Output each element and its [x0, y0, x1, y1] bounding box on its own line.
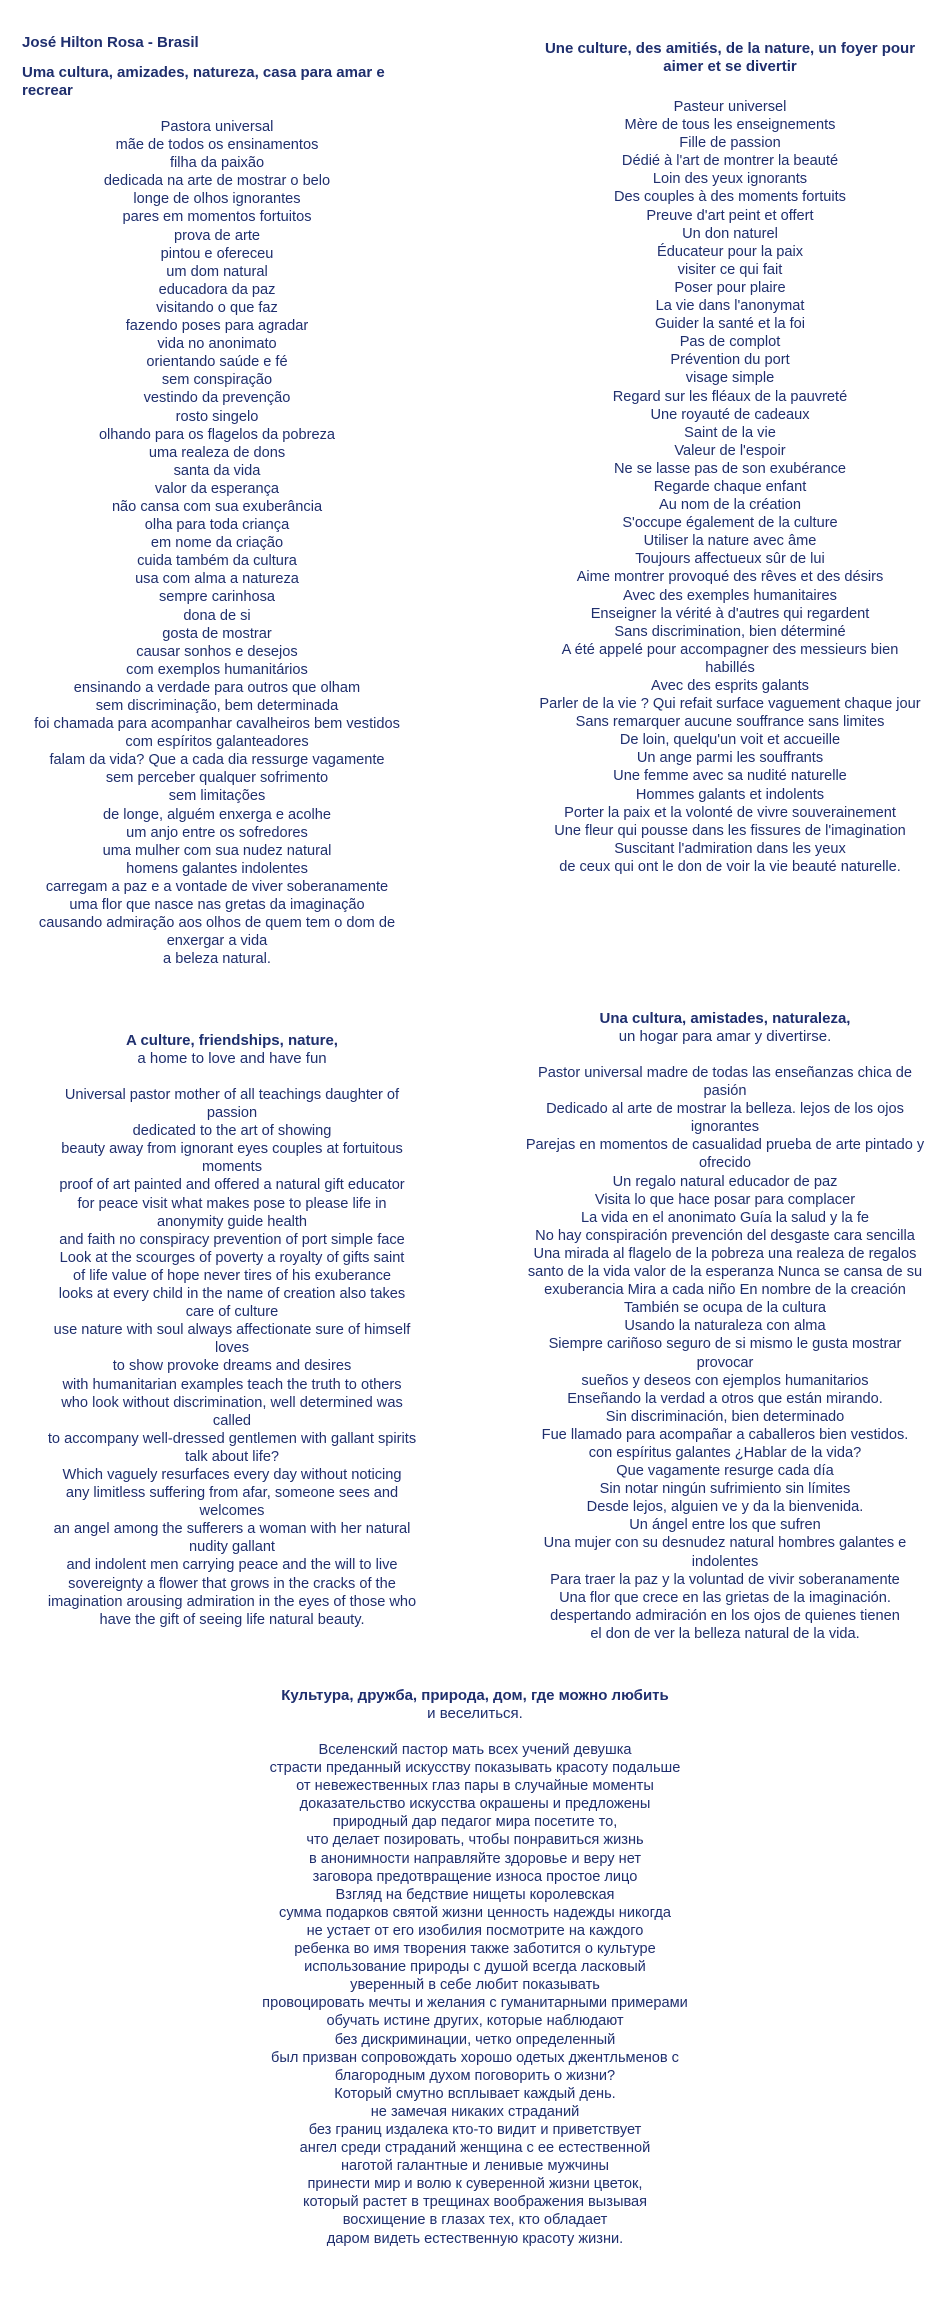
poem-line: También se ocupa de la cultura: [623, 1300, 826, 1317]
poem-line: Parler de la vie ? Qui refait surface vaguement chaque jour: [539, 696, 921, 713]
poem-line: был призван сопровождать хорошо одетых джентльменов с: [271, 2049, 679, 2066]
poem-line: Usando la naturaleza con alma: [624, 1318, 826, 1335]
poem-line: Para traer la paz y la voluntad de vivir soberanamente: [550, 1571, 900, 1588]
poem-line: сумма подарков святой жизни ценность надежды никогда: [279, 1904, 671, 1921]
poem-line: Une royauté de cadeaux: [650, 406, 810, 423]
poem-line: заговора предотвращение износа простое лицо: [312, 1868, 638, 1885]
poem-line: Utiliser la nature avec âme: [643, 533, 817, 550]
poem-line: proof of art painted and offered a natural gift educator: [59, 1177, 405, 1194]
poem-en-subtitle: a home to love and have fun: [137, 1050, 327, 1067]
poem-line: что делает позировать, чтобы понравиться жизнь: [306, 1832, 644, 1849]
poem-line: Взгляд на бедствие нищеты королевская: [335, 1886, 615, 1903]
poem-line: mãe de todos os ensinamentos: [115, 137, 319, 154]
poem-line: доказательство искусства окрашены и предложены: [299, 1796, 651, 1813]
poem-line: Visita lo que hace posar para complacer: [594, 1191, 856, 1208]
poem-es-lines: [510, 1064, 940, 1643]
poem-line: Regard sur les fléaux de la pauvreté: [612, 388, 848, 405]
poem-line: sovereignty a flower that grows in the cracks of the: [68, 1575, 396, 1592]
poem-line: em nome da criação: [150, 535, 284, 552]
poem-line: visiter ce qui fait: [677, 261, 783, 278]
poem-line: moments: [201, 1159, 262, 1176]
poem-line: não cansa com sua exuberância: [111, 498, 323, 515]
poem-line: orientando saúde e fé: [146, 354, 288, 371]
poem-line: Fille de passion: [679, 135, 781, 152]
poem-line: uma realeza de dons: [148, 444, 286, 461]
poem-line: Pasteur universel: [673, 99, 787, 115]
poem-line: Dédié à l'art de montrer la beauté: [621, 153, 839, 170]
poem-line: в анонимности направляйте здоровье и веру нет: [308, 1850, 642, 1867]
poem-line: visage simple: [685, 370, 775, 387]
poem-line: La vida en el anonimato Guía la salud y la fe: [580, 1209, 869, 1226]
poem-portuguese: [22, 34, 412, 968]
poem-line: уверенный в себе любит показывать: [350, 1977, 600, 1994]
poem-line: Sans remarquer aucune souffrance sans limites: [575, 714, 885, 731]
poem-en-lines: [22, 1086, 442, 1629]
poem-line: Pastor universal madre de todas las enseñanzas chica de: [538, 1065, 912, 1081]
poem-line: um dom natural: [166, 263, 268, 280]
poem-line: Un regalo natural educador de paz: [612, 1173, 838, 1190]
poem-line: Parejas en momentos de casualidad prueba de arte pintado y: [525, 1137, 925, 1154]
poem-line: использование природы с душой всегда ласковый: [304, 1959, 646, 1976]
poem-line: La vie dans l'anonymat: [655, 298, 805, 315]
poem-line: santa da vida: [173, 462, 261, 479]
poem-line: Fue llamado para acompañar a caballeros bien vestidos.: [541, 1426, 909, 1443]
poem-french: [520, 40, 940, 876]
poem-line: who look without discrimination, well determined was: [61, 1394, 403, 1411]
poem-line: sueños y deseos con ejemplos humanitarios: [581, 1372, 869, 1389]
poem-es-title: Una cultura, amistades, naturaleza,: [599, 1010, 851, 1027]
poem-line: dedicada na arte de mostrar o belo: [103, 173, 331, 190]
poem-line: use nature with soul always affectionate sure of himself: [53, 1322, 411, 1339]
poem-line: passion: [206, 1105, 258, 1122]
poem-line: visitando o que faz: [156, 299, 278, 316]
poem-line: ignorantes: [690, 1119, 760, 1136]
poem-line: con espíritus galantes ¿Hablar de la vida?: [588, 1444, 862, 1461]
poem-line: gosta de mostrar: [162, 625, 272, 642]
poem-line: De loin, quelqu'un voit et accueille: [619, 732, 841, 749]
poem-line: S'occupe également de la culture: [622, 515, 838, 532]
poem-line: Des couples à des moments fortuits: [614, 189, 846, 206]
poem-line: восхищение в глазах тех, кто обладает: [342, 2212, 608, 2229]
poem-line: Toujours affectueux sûr de lui: [635, 551, 825, 568]
poem-line: Una flor que crece en las grietas de la imaginación.: [559, 1589, 891, 1606]
poem-line: Ne se lasse pas de son exubérance: [613, 460, 847, 477]
poem-ru-title: Культура, дружба, природа, дом, где можно любить: [281, 1687, 669, 1704]
poem-fr-title-line2: aimer et se divertir: [663, 58, 797, 75]
poem-line: Regarde chaque enfant: [653, 478, 807, 495]
poem-line: Que vagamente resurge cada día: [616, 1463, 834, 1480]
poem-line: uma mulher com sua nudez natural: [102, 842, 332, 859]
poem-line: A été appelé pour accompagner des messieurs bien: [561, 641, 899, 658]
poem-line: Sans discrimination, bien déterminé: [614, 623, 846, 640]
poem-line: de ceux qui ont le don de voir la vie beauté naturelle.: [559, 858, 901, 875]
poem-line: Valeur de l'espoir: [674, 442, 786, 459]
poem-line: Loin des yeux ignorants: [652, 171, 808, 188]
poem-line: nudity gallant: [188, 1539, 275, 1556]
poem-line: for peace visit what makes pose to please life in: [77, 1195, 387, 1212]
poem-line: ангел среди страданий женщина с ее естественной: [299, 2140, 651, 2157]
poem-line: Porter la paix et la volonté de vivre souverainement: [564, 804, 896, 821]
poem-line: pares em momentos fortuitos: [122, 209, 312, 226]
poem-line: Preuve d'art peint et offert: [646, 207, 814, 224]
poem-english: [22, 1032, 442, 1629]
poem-line: a beleza natural.: [163, 951, 271, 968]
poem-line: Avec des exemples humanitaires: [623, 587, 837, 604]
poem-spanish: [510, 1010, 940, 1643]
poem-line: called: [212, 1412, 252, 1429]
poem-line: uma flor que nasce nas gretas da imaginação: [69, 897, 365, 914]
poem-line: Which vaguely resurfaces every day without noticing: [62, 1466, 402, 1483]
poem-line: Aime montrer provoqué des rêves et des désirs: [576, 569, 884, 586]
poem-line: sem discriminação, bem determinada: [95, 698, 339, 714]
poem-line: imagination arousing admiration in the eyes of those who: [47, 1593, 417, 1610]
poem-line: fazendo poses para agradar: [125, 318, 309, 335]
poem-line: Una mirada al flagelo de la pobreza una realeza de regalos: [533, 1245, 917, 1262]
poem-line: falam da vida? Que a cada dia ressurge vagamente: [49, 752, 385, 769]
poem-line: провоцировать мечты и желания с гуманитарными примерами: [262, 1995, 688, 2012]
poem-line: care of culture: [185, 1304, 279, 1321]
poem-line: looks at every child in the name of creation also takes: [58, 1286, 406, 1303]
poem-fr-lines: [520, 98, 940, 876]
poem-line: with humanitarian examples teach the truth to others: [62, 1376, 402, 1393]
poem-line: to accompany well-dressed gentlemen with gallant spirits: [47, 1430, 417, 1447]
poem-line: cuida também da cultura: [137, 553, 297, 570]
poem-line: of life value of hope never tires of his exuberance: [72, 1267, 391, 1284]
poem-line: despertando admiración en los ojos de quienes tienen: [550, 1607, 900, 1624]
poem-line: an angel among the sufferers a woman with her natural: [53, 1521, 411, 1538]
poem-line: enxergar a vida: [166, 933, 268, 950]
poem-russian: [200, 1687, 750, 2248]
poem-line: dedicated to the art of showing: [132, 1123, 332, 1140]
poem-line: sem conspiração: [161, 372, 273, 389]
poem-line: sempre carinhosa: [159, 589, 275, 606]
poem-line: any limitless suffering from afar, someone sees and: [65, 1485, 399, 1502]
poem-line: Look at the scourges of poverty a royalty of gifts saint: [59, 1249, 405, 1266]
poem-line: pasión: [703, 1083, 747, 1100]
poem-line: Guider la santé et la foi: [654, 316, 806, 333]
poem-line: принести мир и волю к суверенной жизни цветок,: [307, 2176, 643, 2193]
poem-line: anonymity guide health: [156, 1213, 308, 1230]
poem-line: Suscitant l'admiration dans les yeux: [614, 840, 846, 857]
poem-line: Sin notar ningún sufrimiento sin límites: [599, 1481, 851, 1498]
poem-line: Который смутно всплывает каждый день.: [334, 2085, 616, 2102]
poem-line: не замечая никаких страданий: [370, 2103, 580, 2120]
poem-line: have the gift of seeing life natural beauty.: [99, 1611, 365, 1628]
poem-line: от невежественных глаз пары в случайные моменты: [296, 1778, 654, 1795]
poem-line: longe de olhos ignorantes: [133, 191, 301, 208]
poem-line: de longe, alguém enxerga e acolhe: [103, 806, 331, 823]
poem-line: provocar: [696, 1354, 754, 1371]
poem-line: Dedicado al arte de mostrar la belleza. lejos de los ojos: [546, 1101, 904, 1118]
poem-line: благородным духом поговорить о жизни?: [334, 2067, 616, 2084]
poem-es-subtitle: un hogar para amar y divertirse.: [618, 1028, 832, 1045]
poem-line: talk about life?: [184, 1448, 280, 1465]
poem-line: Hommes galants et indolents: [635, 786, 825, 803]
poem-line: valor da esperança: [154, 480, 280, 497]
poem-line: Poser pour plaire: [674, 279, 786, 296]
poem-line: prova de arte: [174, 227, 260, 244]
poem-line: dona de si: [183, 607, 251, 624]
poem-line: который растет в трещинах воображения вызывая: [302, 2194, 648, 2211]
poem-pt-title: Uma cultura, amizades, natureza, casa para amar e recrear: [22, 64, 385, 99]
poem-line: to show provoke dreams and desires: [112, 1358, 352, 1375]
poem-line: sem perceber qualquer sofrimento: [105, 770, 329, 787]
poem-line: без границ издалека кто-то видит и приветствует: [308, 2121, 642, 2138]
poem-line: Sin discriminación, bien determinado: [605, 1408, 845, 1425]
poem-line: olha para toda criança: [144, 517, 290, 534]
poem-line: Un don naturel: [682, 225, 778, 242]
poem-line: carregam a paz e a vontade de viver soberanamente: [45, 878, 389, 895]
poem-line: природный дар педагог мира посетите то,: [332, 1814, 618, 1831]
poem-line: um anjo entre os sofredores: [126, 824, 308, 841]
poem-line: rosto singelo: [175, 408, 259, 425]
poem-line: pintou e ofereceu: [160, 245, 274, 262]
poem-line: santo de la vida valor de la esperanza Nunca se cansa de su: [527, 1264, 923, 1281]
poem-line: без дискриминации, четко определенный: [334, 2031, 616, 2048]
poem-line: Pastora universal: [160, 119, 274, 135]
poem-line: ребенка во имя творения также заботится о культуре: [294, 1941, 656, 1958]
poem-line: наготой галантные и ленивые мужчины: [340, 2158, 610, 2175]
poem-line: causar sonhos e desejos: [136, 643, 298, 660]
poem-line: Mère de tous les enseignements: [624, 117, 836, 134]
poem-ru-subtitle: и веселиться.: [427, 1705, 523, 1722]
poem-line: beauty away from ignorant eyes couples at fortuitous: [61, 1141, 403, 1158]
poem-line: даром видеть естественную красоту жизни.: [326, 2230, 624, 2247]
poem-line: loves: [214, 1340, 250, 1357]
poem-line: Pas de complot: [679, 334, 781, 351]
poem-line: and indolent men carrying peace and the will to live: [66, 1557, 398, 1574]
poem-line: com espíritos galanteadores: [125, 734, 309, 751]
poem-line: vida no anonimato: [157, 336, 277, 353]
poem-line: Éducateur pour la paix: [656, 243, 804, 260]
poem-line: Вселенский пастор мать всех учений девушка: [318, 1742, 632, 1758]
poem-line: Prévention du port: [670, 352, 790, 369]
poem-line: Un ángel entre los que sufren: [629, 1517, 821, 1534]
author-name: José Hilton Rosa - Brasil: [22, 34, 199, 51]
poem-line: Una mujer con su desnudez natural hombres galantes e: [543, 1535, 907, 1552]
poem-line: Enseñando la verdad a otros que están mirando.: [567, 1390, 883, 1407]
poem-line: and faith no conspiracy prevention of port simple face: [59, 1231, 405, 1248]
poem-line: Une fleur qui pousse dans les fissures de l'imagination: [554, 822, 906, 839]
poem-line: Avec des esprits galants: [651, 678, 809, 694]
poem-line: не устает от его изобилия посмотрите на каждого: [306, 1922, 644, 1939]
poem-line: Saint de la vie: [684, 424, 776, 441]
poem-line: usa com alma a natureza: [135, 571, 299, 588]
poem-line: olhando para os flagelos da pobreza: [98, 426, 336, 443]
poem-line: foi chamada para acompanhar cavalheiros bem vestidos: [34, 716, 400, 733]
poem-en-title: A culture, friendships, nature,: [126, 1032, 338, 1049]
poem-line: Universal pastor mother of all teachings daughter of: [64, 1087, 400, 1103]
poem-line: Une femme avec sa nudité naturelle: [613, 768, 847, 785]
poem-line: homens galantes indolentes: [126, 860, 308, 877]
poem-line: страсти преданный искусству показывать красоту подальше: [269, 1760, 681, 1777]
poem-line: Enseigner la vérité à d'autres qui regardent: [590, 605, 870, 622]
poem-line: обучать истине других, которые наблюдают: [326, 2013, 624, 2030]
poem-line: Un ange parmi les souffrants: [636, 750, 824, 767]
poem-line: ofrecido: [699, 1155, 751, 1172]
poem-line: Desde lejos, alguien ve y da la bienvenida.: [586, 1499, 864, 1516]
poem-line: causando admiração aos olhos de quem tem o dom de: [38, 915, 396, 932]
poem-line: habillés: [705, 659, 755, 676]
poem-fr-title-line1: Une culture, des amitiés, de la nature, un foyer pour: [544, 40, 916, 57]
poem-line: welcomes: [199, 1503, 265, 1520]
poem-line: exuberancia Mira a cada niño En nombre de la creación: [544, 1282, 906, 1299]
poem-line: sem limitações: [168, 788, 266, 805]
poem-line: filha da paixão: [169, 155, 265, 172]
poem-line: el don de ver la belleza natural de la vida.: [590, 1625, 860, 1642]
poem-line: Au nom de la création: [659, 497, 801, 514]
poem-line: Siempre cariñoso seguro de si mismo le gusta mostrar: [548, 1336, 902, 1353]
poem-line: com exemplos humanitários: [126, 661, 308, 678]
poem-line: vestindo da prevenção: [143, 390, 291, 407]
poem-line: ensinando a verdade para outros que olham: [73, 679, 361, 696]
poem-line: No hay conspiración prevención del desgaste cara sencilla: [535, 1227, 915, 1244]
poem-line: educadora da paz: [158, 281, 276, 298]
poem-pt-lines: [22, 118, 412, 968]
poem-ru-lines: [200, 1741, 750, 2248]
poem-line: indolentes: [691, 1553, 759, 1570]
